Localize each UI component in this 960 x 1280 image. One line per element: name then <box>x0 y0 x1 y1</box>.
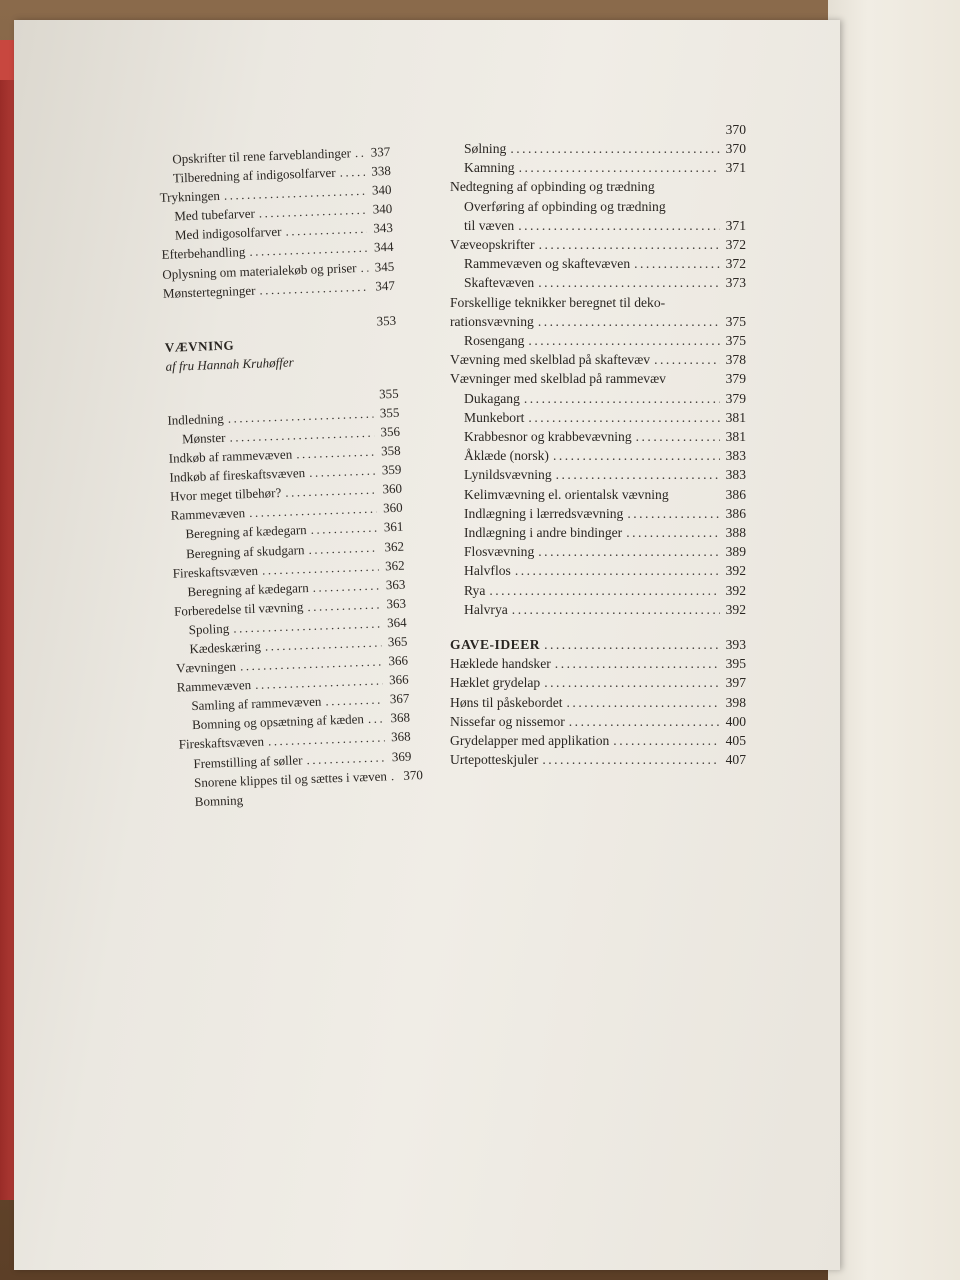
toc-entry-page: 362 <box>384 538 405 554</box>
toc-entry-label: Væveopskrifter <box>450 237 535 253</box>
toc-entry-label: Hvor meget tilbehør? <box>169 485 282 505</box>
toc-section-heading <box>450 635 746 654</box>
toc-entry-label: Rya <box>464 582 486 598</box>
toc-spacer <box>450 619 746 635</box>
toc-entry-label: Nissefar og nissemor <box>450 713 565 729</box>
toc-entry-label: Trykningen <box>159 188 221 206</box>
toc-leader-dots <box>538 312 720 331</box>
toc-entry-page: 337 <box>370 143 391 160</box>
toc-entry <box>450 654 746 673</box>
toc-entry-page: 395 <box>725 656 746 672</box>
toc-entry-page: 367 <box>389 690 410 707</box>
toc-entry-label: Rammevæven <box>176 677 252 695</box>
toc-entry <box>450 523 746 542</box>
toc-leader-dots <box>325 690 384 711</box>
toc-entry <box>450 408 746 427</box>
toc-entry-label: GAVE-IDEER <box>450 637 541 653</box>
toc-entry-page: 393 <box>725 637 746 653</box>
toc-entry-label: Indkøb af rammevæven <box>168 446 293 466</box>
toc-leader-dots <box>538 273 720 292</box>
toc-author: af fru Hannah Kruhøffer <box>165 354 294 374</box>
toc-entry <box>450 158 746 177</box>
toc-leader-dots <box>368 709 385 729</box>
toc-entry-label: Overføring af opbinding og trædning <box>464 198 666 214</box>
toc-entry-label: Halvflos <box>464 563 511 579</box>
toc-entry-page: 358 <box>380 442 401 459</box>
toc-leader-dots <box>613 731 720 750</box>
toc-entry-page: 368 <box>390 728 411 745</box>
toc-leader-dots <box>524 389 720 408</box>
toc-entry-label: Hæklede handsker <box>450 656 551 672</box>
toc-entry <box>450 504 746 523</box>
toc-entry-page: 378 <box>725 352 746 368</box>
toc-entry-label: Nedtegning af opbinding og trædning <box>450 179 655 195</box>
toc-entry-page: 366 <box>388 652 409 669</box>
toc-entry-label: Grydelapper med applikation <box>450 733 610 749</box>
toc-entry-page: 407 <box>725 752 746 768</box>
toc-entry-label: Bomning <box>194 792 244 809</box>
toc-entry-label: Mønster <box>181 429 226 447</box>
toc-entry-page: 347 <box>375 277 396 294</box>
toc-entry-label: Lynildsvævning <box>464 467 552 483</box>
toc-leader-dots <box>528 408 720 427</box>
toc-entry-label: Indkøb af fireskaftsvæven <box>169 465 306 485</box>
toc-entry <box>450 731 746 750</box>
toc-leader-dots <box>259 276 369 299</box>
toc-leader-dots <box>512 600 720 619</box>
toc-leader-dots <box>634 254 720 273</box>
toc-entry-label: Mønstertegninger <box>162 282 256 301</box>
toc-entry-page: 381 <box>725 409 746 425</box>
toc-entry <box>450 485 746 504</box>
toc-leader-dots <box>308 537 378 559</box>
toc-entry <box>450 465 746 484</box>
toc-entry-page: 371 <box>725 217 746 233</box>
toc-entry-label: Indlægning i lærredsvævning <box>464 505 624 521</box>
toc-entry-page: 340 <box>372 201 393 217</box>
toc-entry-page: 370 <box>725 141 746 156</box>
toc-entry-page: 389 <box>725 544 746 560</box>
toc-entry-label: VÆVNING <box>164 337 235 355</box>
toc-leader-dots <box>355 143 365 162</box>
toc-entry-page: 369 <box>391 748 412 764</box>
toc-entry-page: 386 <box>725 505 746 521</box>
toc-entry-page: 360 <box>382 499 403 516</box>
toc-leader-dots <box>539 235 720 254</box>
toc-entry-page: 386 <box>725 486 746 502</box>
toc-entry-label: Beregning af kædegarn <box>187 579 309 599</box>
toc-left-column <box>158 142 424 812</box>
toc-leader-dots <box>544 673 720 692</box>
toc-leader-dots <box>636 427 720 446</box>
toc-entry <box>450 331 746 350</box>
toc-leader-dots <box>544 635 720 654</box>
toc-entry <box>450 561 746 580</box>
toc-right-column <box>450 120 746 770</box>
toc-leader-dots <box>528 331 720 350</box>
toc-entry-page: 355 <box>379 404 400 421</box>
toc-entry-page: 400 <box>725 713 746 729</box>
toc-entry-label: Dukagang <box>464 390 520 406</box>
toc-entry <box>450 581 746 600</box>
toc-leader-dots <box>515 561 720 580</box>
toc-entry-page: 356 <box>380 423 401 440</box>
toc-entry-page: 397 <box>725 675 746 691</box>
toc-entry-page: 359 <box>381 461 402 478</box>
toc-entry-label: Med tubefarver <box>174 205 256 224</box>
toc-leader-dots <box>312 575 379 596</box>
toc-entry-label: Efterbehandling <box>161 244 246 263</box>
toc-leader-dots <box>390 766 397 785</box>
toc-entry-label: Kamning <box>464 160 515 176</box>
toc-entry <box>450 389 746 408</box>
toc-entry-page: 340 <box>371 182 392 198</box>
toc-page-number: 370 <box>725 122 746 137</box>
toc-page-number: 355 <box>378 385 399 402</box>
toc-entry-page: 405 <box>725 733 746 749</box>
toc-entry-label: Snorene klippes til og sættes i væven <box>193 768 388 790</box>
toc-entry-page: 360 <box>382 480 403 497</box>
toc-entry-label: Åklæde (norsk) <box>464 448 549 464</box>
toc-entry-label: Vævninger med skelblad på rammevæv <box>450 371 666 387</box>
toc-leader-dots <box>556 465 720 484</box>
toc-entry-label: Urtepotteskjuler <box>450 752 539 768</box>
toc-entry-page: 363 <box>385 576 406 592</box>
toc-entry-label: Kædeskæring <box>189 638 262 657</box>
toc-entry-label: til væven <box>464 217 515 233</box>
toc-entry-page: 373 <box>725 275 746 291</box>
toc-entry-label: Hæklet grydelap <box>450 675 541 691</box>
toc-leader-dots <box>553 446 720 465</box>
toc-leader-dots <box>489 581 720 600</box>
toc-entry-page: 338 <box>371 162 392 179</box>
toc-entry-page: 379 <box>725 371 746 387</box>
toc-leader-dots <box>518 216 720 235</box>
toc-entry <box>450 673 746 692</box>
toc-entry-page: 365 <box>387 633 408 650</box>
toc-entry-page: 372 <box>725 256 746 272</box>
toc-entry-label: Sølning <box>464 141 507 156</box>
toc-entry-label: Kelimvævning el. orientalsk vævning <box>464 486 669 502</box>
toc-entry-label: Indlægning i andre bindinger <box>464 525 623 541</box>
toc-entry <box>450 693 746 712</box>
toc-entry-label: Tilberedning af indigosolfarver <box>172 164 336 186</box>
toc-leader-dots <box>654 350 720 369</box>
toc-leader-dots <box>310 518 377 539</box>
toc-entry-label: Beregning af kædegarn <box>185 522 307 542</box>
toc-entry <box>450 750 746 769</box>
toc-entry-label: Oplysning om materialekøb og priser <box>162 259 357 282</box>
toc-page-number: 353 <box>376 312 397 329</box>
toc-leader-dots <box>626 523 720 542</box>
toc-entry-page: 362 <box>384 557 405 573</box>
toc-entry-label: Krabbesnor og krabbevævning <box>464 429 632 445</box>
toc-entry-page: 345 <box>374 258 395 275</box>
toc-entry-page: 371 <box>725 160 746 176</box>
toc-entry-label: Vævningen <box>175 658 237 676</box>
toc-entry-label: Beregning af skudgarn <box>185 541 305 561</box>
toc-leader-dots <box>309 461 376 482</box>
toc-leader-dots <box>307 594 380 616</box>
toc-entry-page: 343 <box>373 220 394 236</box>
toc-leader-dots <box>519 158 720 177</box>
toc-entry-label: Flosvævning <box>464 544 535 560</box>
toc-leader-dots <box>567 693 720 712</box>
toc-entry-page: 392 <box>725 601 746 617</box>
toc-leader-dots <box>360 257 368 276</box>
toc-leader-dots <box>542 750 720 769</box>
toc-entry <box>450 177 746 196</box>
toc-leader-dots <box>627 504 720 523</box>
toc-entry-label: Høns til påskebordet <box>450 694 563 710</box>
toc-leader-dots <box>339 162 365 182</box>
toc-entry-page: 344 <box>373 239 394 255</box>
toc-entry-page: 364 <box>386 614 407 631</box>
toc-entry <box>450 446 746 465</box>
toc-entry-label: Forberedelse til vævning <box>173 598 304 619</box>
toc-entry-label: Vævning med skelblad på skaftevæv <box>450 352 651 368</box>
toc-entry-page: 383 <box>725 448 746 464</box>
toc-entry-page: 398 <box>725 694 746 710</box>
toc-entry-page: 392 <box>725 582 746 598</box>
toc-entry-page: 379 <box>725 390 746 406</box>
toc-entry-page <box>391 798 413 799</box>
toc-entry <box>450 312 746 331</box>
toc-entry-page: 366 <box>388 671 409 688</box>
toc-entry-label: Rammevæven <box>170 505 246 524</box>
toc-leader-dots <box>555 654 720 673</box>
toc-entry-label: Rosengang <box>464 333 525 349</box>
toc-leader-dots <box>510 139 720 158</box>
toc-entry-label: Munkebort <box>464 409 525 425</box>
toc-leader-dots <box>569 712 720 731</box>
toc-entry-page <box>375 344 397 345</box>
toc-entry <box>450 369 746 388</box>
toc-entry-label: Skaftevæven <box>464 275 535 291</box>
toc-entry-page: 368 <box>390 709 411 726</box>
toc-entry <box>450 197 746 216</box>
toc-entry-page: 381 <box>725 429 746 445</box>
toc-entry-label: Fireskaftsvæven <box>178 734 265 753</box>
toc-entry-label: Bomning og opsætning af kæden <box>191 711 365 733</box>
toc-entry <box>450 293 746 312</box>
toc-entry <box>450 542 746 561</box>
toc-entry-page: 375 <box>725 333 746 349</box>
toc-entry-label: Opskrifter til rene farveblandinger <box>172 145 352 167</box>
toc-entry <box>450 254 746 273</box>
toc-entry-label: Spoling <box>188 620 230 638</box>
toc-entry <box>450 139 746 158</box>
toc-entry <box>450 712 746 731</box>
toc-entry-label: Fireskaftsvæven <box>172 562 259 581</box>
toc-entry-label: Fremstilling af søller <box>193 751 303 771</box>
toc-entry-page: 388 <box>725 525 746 541</box>
toc-entry <box>450 273 746 292</box>
toc-entry <box>450 427 746 446</box>
toc-entry-page: 363 <box>386 595 407 612</box>
toc-entry-page: 392 <box>725 563 746 579</box>
toc-entry-page: 372 <box>725 237 746 253</box>
toc-entry-label: Rammevæven og skaftevæven <box>464 256 631 272</box>
toc-entry <box>450 235 746 254</box>
toc-entry-label: rationsvævning <box>450 313 534 329</box>
toc-leader-dots <box>238 344 371 349</box>
toc-entry-label: Forskellige teknikker beregnet til deko- <box>450 294 666 310</box>
toc-entry-page: 383 <box>725 467 746 483</box>
toc-entry-label: Halvrya <box>464 601 508 617</box>
toc-leader-dots <box>538 542 720 561</box>
toc-leader-dots <box>247 799 387 804</box>
toc-entry <box>450 600 746 619</box>
next-page-edge <box>828 0 960 1280</box>
toc-entry <box>450 216 746 235</box>
toc-entry-page: 375 <box>725 313 746 329</box>
toc-entry-page: 361 <box>383 519 404 535</box>
toc-entry <box>450 350 746 369</box>
toc-entry-page: 370 <box>403 766 424 783</box>
toc-entry-label: Samling af rammevæven <box>191 693 322 714</box>
toc-entry-label: Indledning <box>167 410 224 428</box>
toc-entry-label: Med indigosolfarver <box>174 224 282 243</box>
